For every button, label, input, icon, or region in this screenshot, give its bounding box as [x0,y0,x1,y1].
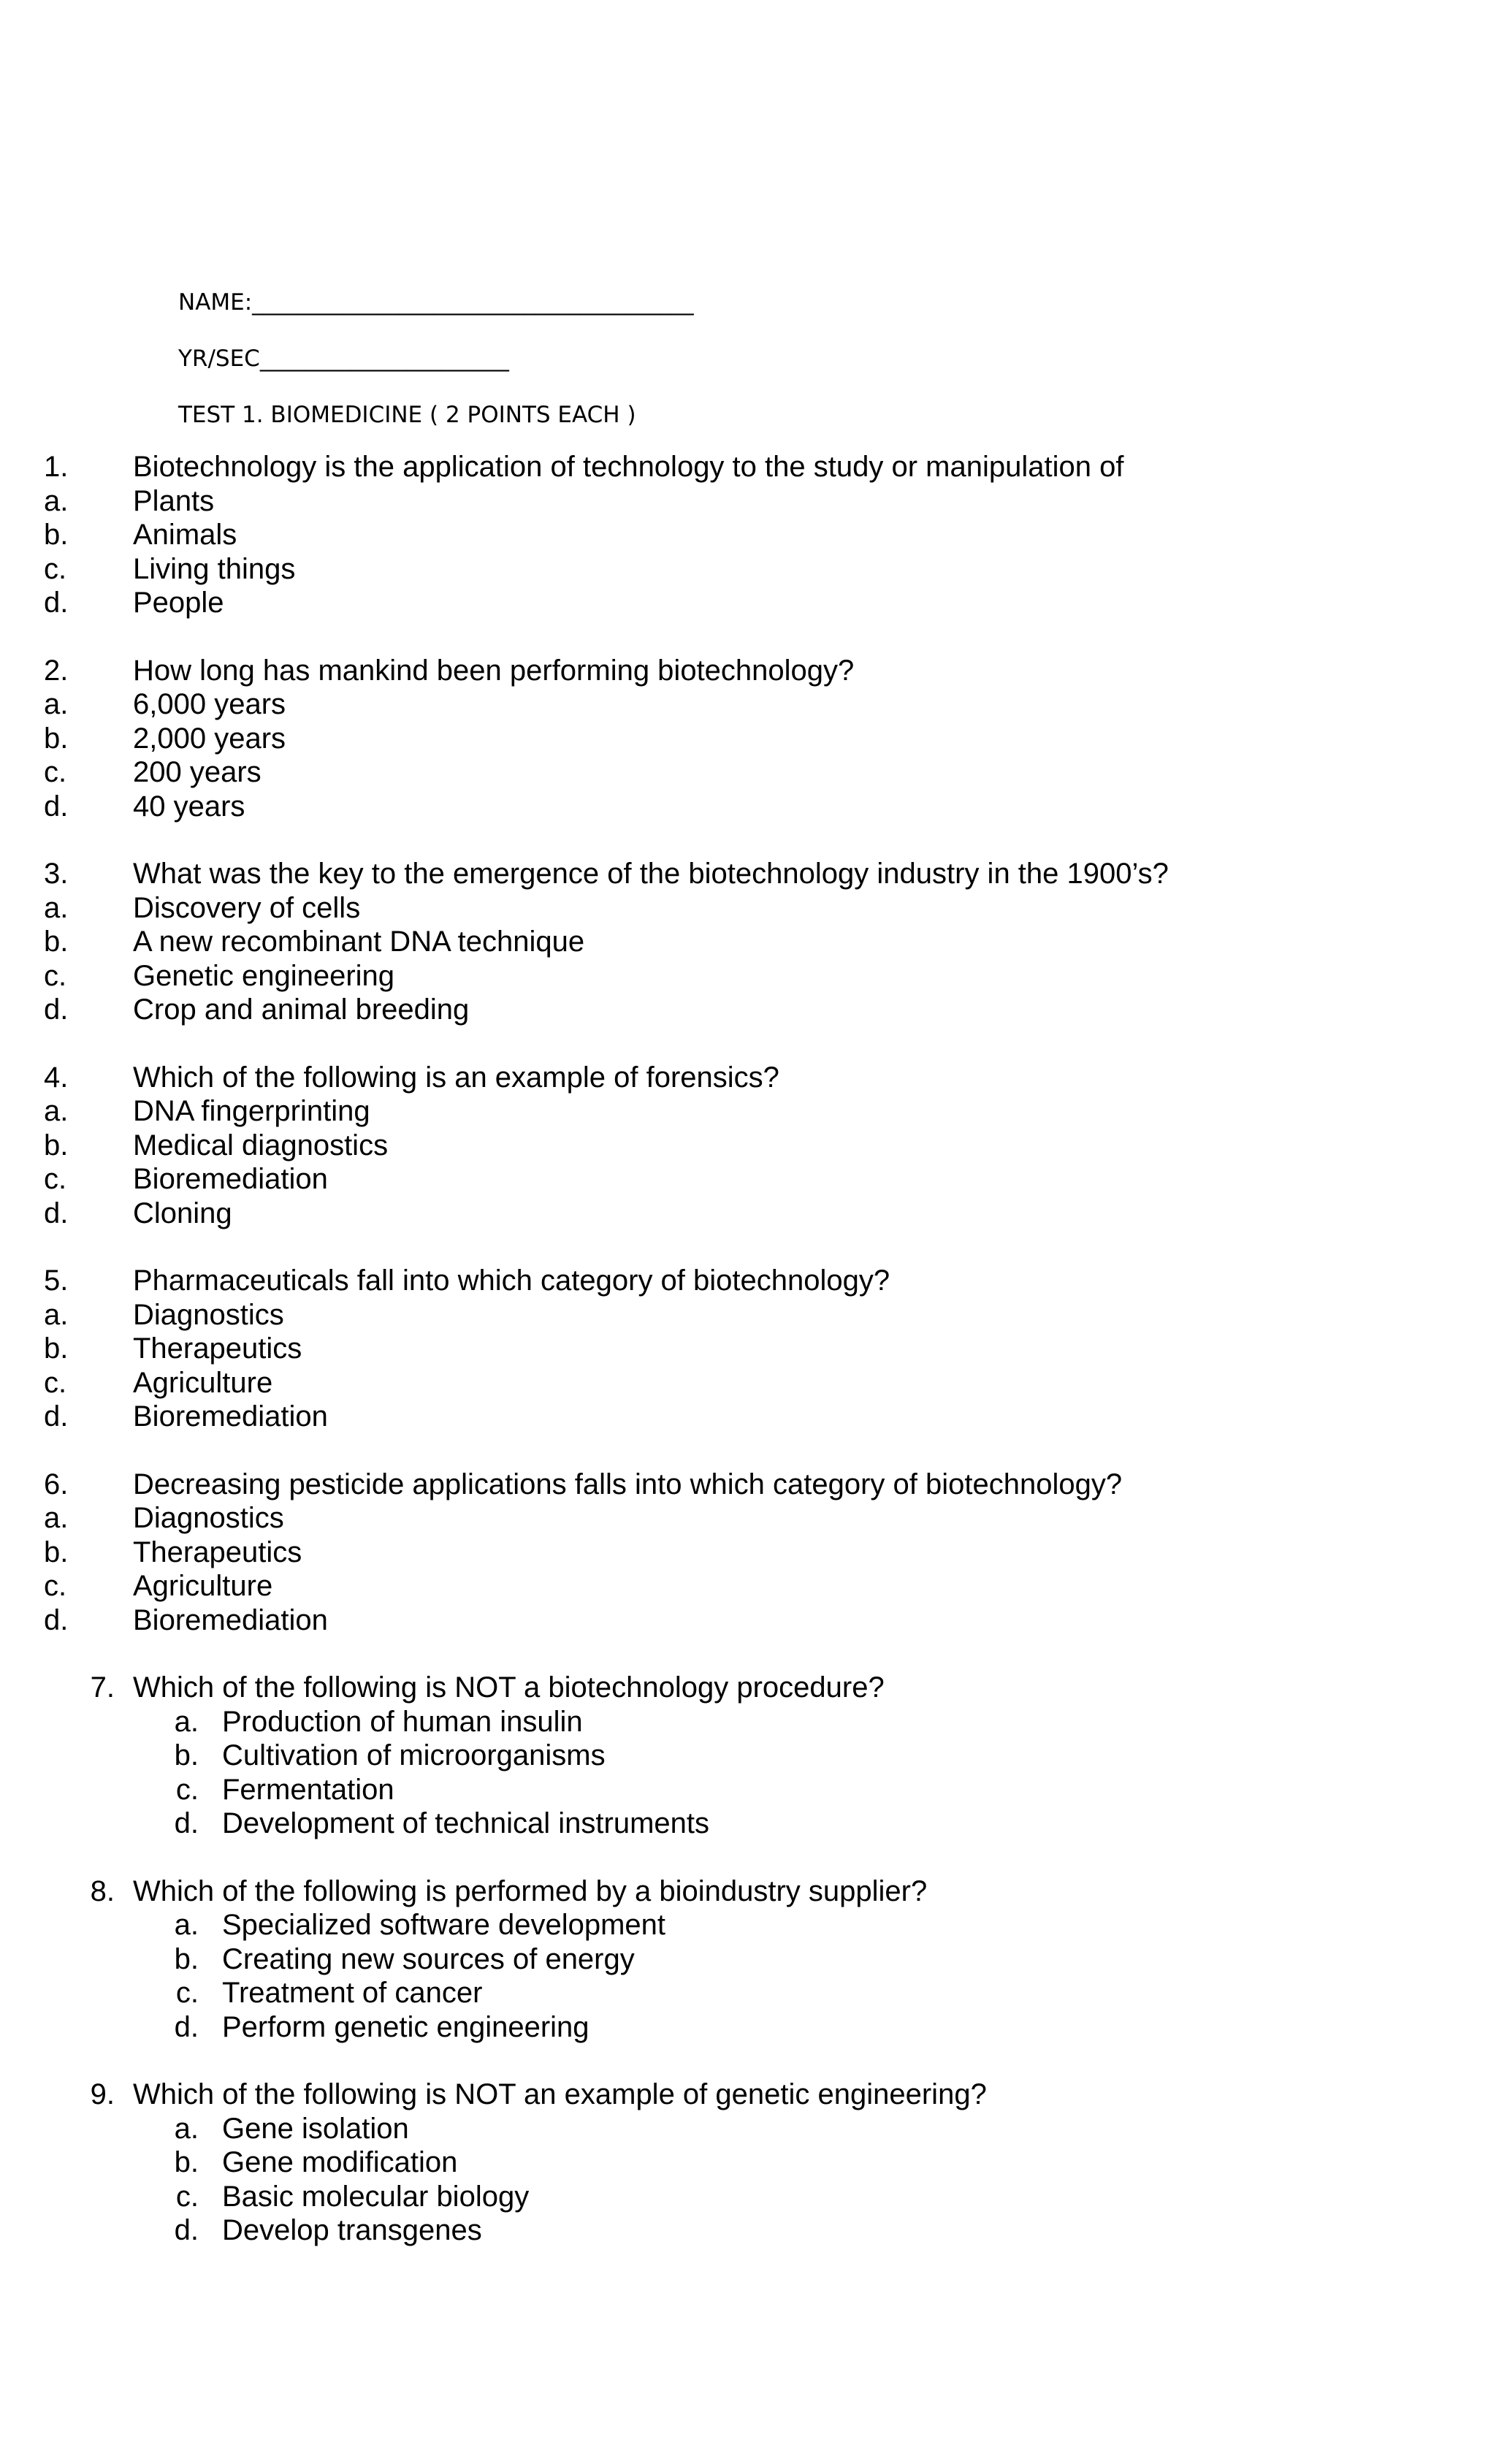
choice-letter: c. [44,1163,67,1195]
question-text: Biotechnology is the application of technology to the study or manipulation of [133,451,1124,483]
choice-item [0,1298,1496,1332]
choice-item [0,925,1496,959]
choice-letter: b. [44,722,69,755]
choice-text: Cultivation of microorganisms [222,1739,606,1771]
choice-text: Production of human insulin [222,1705,583,1738]
choice-text: DNA fingerprinting [133,1095,370,1127]
choice-item [0,1942,1496,1977]
choice-item [0,1094,1496,1129]
question-8 [0,1874,1496,2045]
choice-item [0,1501,1496,1536]
choice-text: Living things [133,552,296,585]
choice-letter: a. [174,2112,199,2145]
choice-text: Bioremediation [133,1400,328,1433]
choice-item [0,1162,1496,1197]
choice-item [0,1807,1496,1841]
choice-item [0,687,1496,722]
question-row [0,1874,1496,1909]
choice-text: Agriculture [133,1366,273,1399]
question-row [0,654,1496,688]
question-text: Which of the following is NOT an example of genetic engineering? [133,2078,987,2110]
choice-item [0,1976,1496,2010]
question-9 [0,2078,1496,2248]
choice-letter: c. [44,1366,67,1399]
choice-letter: c. [44,1570,67,1602]
choice-text: People [133,587,224,619]
choice-letter: d. [44,993,69,1026]
question-number: 9. [90,2078,115,2110]
choice-letter: c. [44,552,67,585]
choice-letter: a. [174,1705,199,1738]
choice-text: 2,000 years [133,722,286,755]
choice-letter: a. [44,1095,69,1127]
choice-letter: d. [44,1603,69,1636]
choice-item [0,722,1496,756]
choice-item [0,2180,1496,2214]
question-row [0,1264,1496,1298]
choice-text: Discovery of cells [133,891,361,924]
choice-item [0,518,1496,552]
test-title: TEST 1. BIOMEDICINE ( 2 POINTS EACH ) [178,402,636,428]
choice-letter: b. [44,1536,69,1568]
choice-item [0,1366,1496,1400]
choice-item [0,1536,1496,1570]
choice-text: Development of technical instruments [222,1807,709,1839]
choice-text: Therapeutics [133,1332,302,1365]
choice-text: Agriculture [133,1570,273,1602]
question-number: 6. [44,1468,69,1500]
choice-letter: d. [174,2214,199,2246]
question-row [0,1671,1496,1705]
choice-letter: a. [174,1909,199,1941]
choice-text: Genetic engineering [133,959,395,992]
choice-letter: d. [44,587,69,619]
choice-text: Crop and animal breeding [133,993,470,1026]
choice-text: Treatment of cancer [222,1977,483,2009]
choice-text: Creating new sources of energy [222,1942,635,1975]
question-text: Pharmaceuticals fall into which category of biotechnology? [133,1265,890,1297]
choice-text: Medical diagnostics [133,1129,389,1162]
choice-letter: c. [175,1773,199,1806]
question-number: 4. [44,1061,69,1094]
choice-text: Diagnostics [133,1502,284,1534]
choice-letter: b. [44,1332,69,1365]
choice-letter: c. [175,2180,199,2213]
choice-text: Plants [133,484,215,517]
choice-item [0,1129,1496,1163]
choice-letter: a. [44,1502,69,1534]
choice-text: Therapeutics [133,1536,302,1568]
choice-item [0,1332,1496,1366]
question-row [0,1468,1496,1502]
question-5 [0,1264,1496,1434]
choice-text: 40 years [133,790,245,823]
question-text: Decreasing pesticide applications falls into which category of biotechnology? [133,1468,1123,1500]
choice-letter: b. [44,926,69,958]
choice-item [0,993,1496,1027]
question-6 [0,1468,1496,1638]
choice-item [0,1705,1496,1739]
choice-text: Bioremediation [133,1163,328,1195]
choice-text: Diagnostics [133,1298,284,1331]
question-number: 7. [90,1671,115,1704]
choice-letter: d. [44,1197,69,1229]
question-list [0,450,1496,2248]
choice-text: 6,000 years [133,688,286,720]
question-number: 1. [44,451,69,483]
choice-item [0,959,1496,993]
choice-text: Specialized software development [222,1909,666,1941]
choice-item [0,2213,1496,2248]
choice-letter: b. [174,1942,199,1975]
choice-item [0,552,1496,587]
choice-letter: a. [44,891,69,924]
choice-item [0,891,1496,926]
choice-item [0,2010,1496,2045]
question-text: Which of the following is performed by a bioindustry supplier? [133,1874,928,1907]
choice-item [0,1603,1496,1638]
yr-sec-field-label: YR/SEC______________________ [178,346,509,372]
choice-text: Basic molecular biology [222,2180,530,2213]
question-row [0,1061,1496,1095]
choice-item [0,1739,1496,1773]
choice-text: Perform genetic engineering [222,2010,589,2043]
choice-text: Cloning [133,1197,232,1229]
question-4 [0,1061,1496,1231]
choice-item [0,2145,1496,2180]
choice-letter: b. [44,1129,69,1162]
choice-text: Animals [133,519,237,551]
question-row [0,857,1496,891]
question-row [0,2078,1496,2112]
question-text: What was the key to the emergence of the biotechnology industry in the 1900’s? [133,858,1169,890]
question-number: 2. [44,654,69,687]
name-field-label: NAME:_______________________________________ [178,289,694,316]
question-text: Which of the following is NOT a biotechnology procedure? [133,1671,885,1704]
choice-text: Fermentation [222,1773,394,1806]
choice-letter: a. [44,1298,69,1331]
choice-item [0,1908,1496,1942]
choice-letter: d. [44,790,69,823]
choice-letter: c. [44,959,67,992]
question-number: 3. [44,858,69,890]
choice-text: Gene modification [222,2146,458,2178]
question-text: Which of the following is an example of forensics? [133,1061,779,1094]
question-number: 5. [44,1265,69,1297]
question-row [0,450,1496,484]
choice-item [0,484,1496,519]
question-3 [0,857,1496,1027]
choice-text: 200 years [133,756,262,788]
choice-letter: b. [174,1739,199,1771]
choice-text: Gene isolation [222,2112,409,2145]
choice-letter: a. [44,484,69,517]
question-number: 8. [90,1874,115,1907]
choice-item [0,1197,1496,1231]
choice-item [0,790,1496,824]
question-7 [0,1671,1496,1841]
choice-item [0,1773,1496,1807]
choice-text: A new recombinant DNA technique [133,926,585,958]
question-2 [0,654,1496,824]
choice-text: Develop transgenes [222,2214,482,2246]
choice-item [0,1400,1496,1434]
choice-item [0,2112,1496,2146]
choice-item [0,1569,1496,1603]
choice-item [0,586,1496,620]
choice-letter: c. [175,1977,199,2009]
choice-letter: d. [174,2010,199,2043]
choice-letter: b. [174,2146,199,2178]
question-1 [0,450,1496,620]
choice-item [0,755,1496,790]
choice-letter: a. [44,688,69,720]
choice-letter: b. [44,519,69,551]
choice-letter: d. [44,1400,69,1433]
choice-letter: c. [44,756,67,788]
choice-text: Bioremediation [133,1603,328,1636]
choice-letter: d. [174,1807,199,1839]
question-text: How long has mankind been performing biotechnology? [133,654,855,687]
